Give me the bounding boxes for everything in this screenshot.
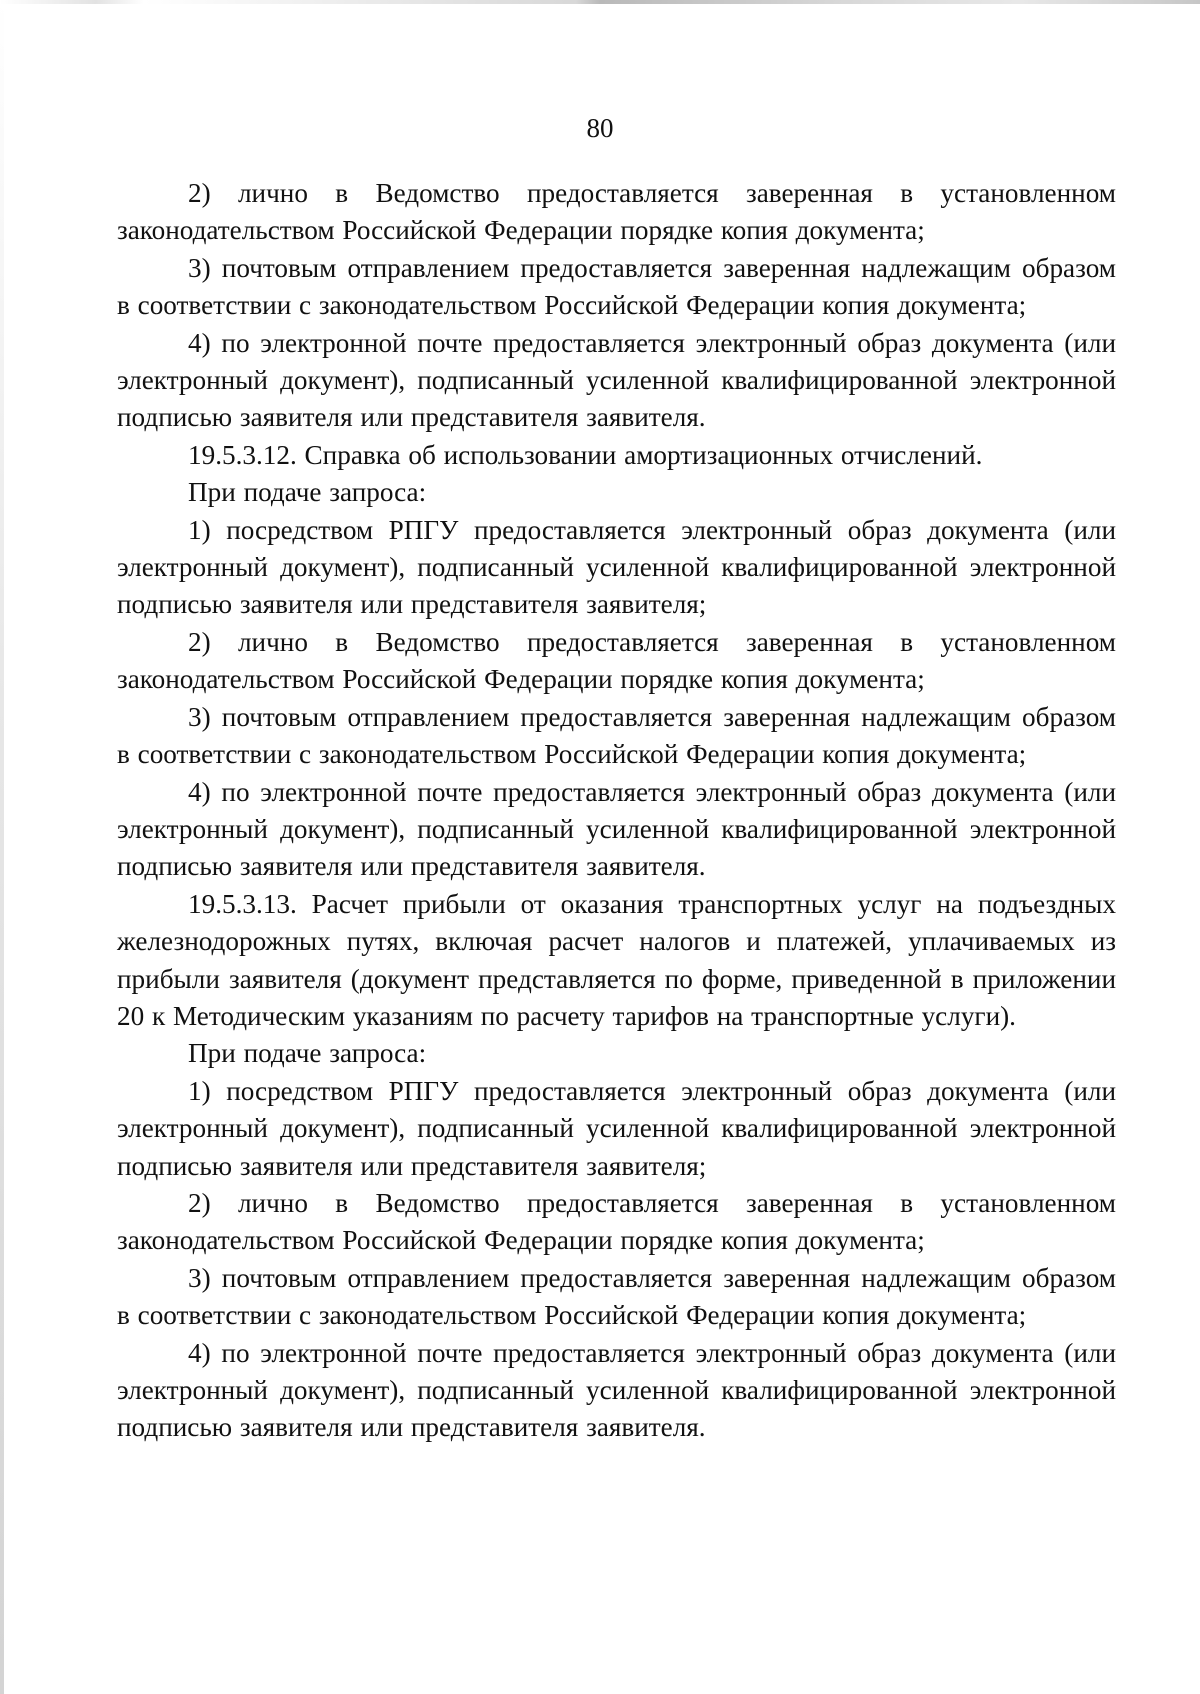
- paragraph: 1) посредством РПГУ предоставляется электронный образ документа (или электронный документ), подписанный усиленной квалифицированной электронной подписью заявителя или представителя заявителя;: [117, 514, 1116, 620]
- section-heading-19-5-3-12: 19.5.3.12. Справка об использовании амортизационных отчислений.: [188, 439, 983, 470]
- paragraph: 3) почтовым отправлением предоставляется заверенная надлежащим образом в соответствии с законодательством Российской Федерации копия документа;: [117, 701, 1116, 770]
- section-heading-19-5-3-13: 19.5.3.13. Расчет прибыли от оказания транспортных услуг на подъездных железнодорожных путях, включая расчет налогов и платежей, уплачиваемых из прибыли заявителя (документ представляется по форме, приведенной в приложении 20 к Методическим указаниям по расчету тарифов на транспортные услуги).: [117, 888, 1116, 1031]
- scan-edge-left: [0, 0, 4, 1694]
- paragraph: 1) посредством РПГУ предоставляется электронный образ документа (или электронный документ), подписанный усиленной квалифицированной электронной подписью заявителя или представителя заявителя;: [117, 1075, 1116, 1181]
- scan-edge-top: [0, 0, 1200, 4]
- paragraph: 2) лично в Ведомство предоставляется заверенная в установленном законодательством Российской Федерации порядке копия документа;: [117, 178, 1116, 246]
- paragraph: При подаче запроса:: [188, 1038, 427, 1069]
- document-body: [117, 175, 1116, 1447]
- paragraph: При подаче запроса:: [188, 477, 427, 508]
- paragraph: 4) по электронной почте предоставляется электронный образ документа (или электронный документ), подписанный усиленной квалифицированной электронной подписью заявителя или представителя заявителя.: [117, 776, 1116, 882]
- paragraph: 2) лично в Ведомство предоставляется заверенная в установленном законодательством Российской Федерации порядке копия документа;: [117, 626, 1116, 695]
- paragraph: 3) почтовым отправлением предоставляется заверенная надлежащим образом в соответствии с законодательством Российской Федерации копия документа;: [117, 1262, 1116, 1331]
- paragraph: 4) по электронной почте предоставляется электронный образ документа (или электронный документ), подписанный усиленной квалифицированной электронной подписью заявителя или представителя заявителя.: [117, 327, 1116, 433]
- paragraph: 2) лично в Ведомство предоставляется заверенная в установленном законодательством Российской Федерации порядке копия документа;: [117, 1187, 1116, 1256]
- paragraph: 3) почтовым отправлением предоставляется заверенная надлежащим образом в соответствии с законодательством Российской Федерации копия документа;: [117, 252, 1116, 321]
- page-number: 80: [586, 113, 614, 143]
- paragraph: 4) по электронной почте предоставляется электронный образ документа (или электронный документ), подписанный усиленной квалифицированной электронной подписью заявителя или представителя заявителя.: [117, 1337, 1116, 1443]
